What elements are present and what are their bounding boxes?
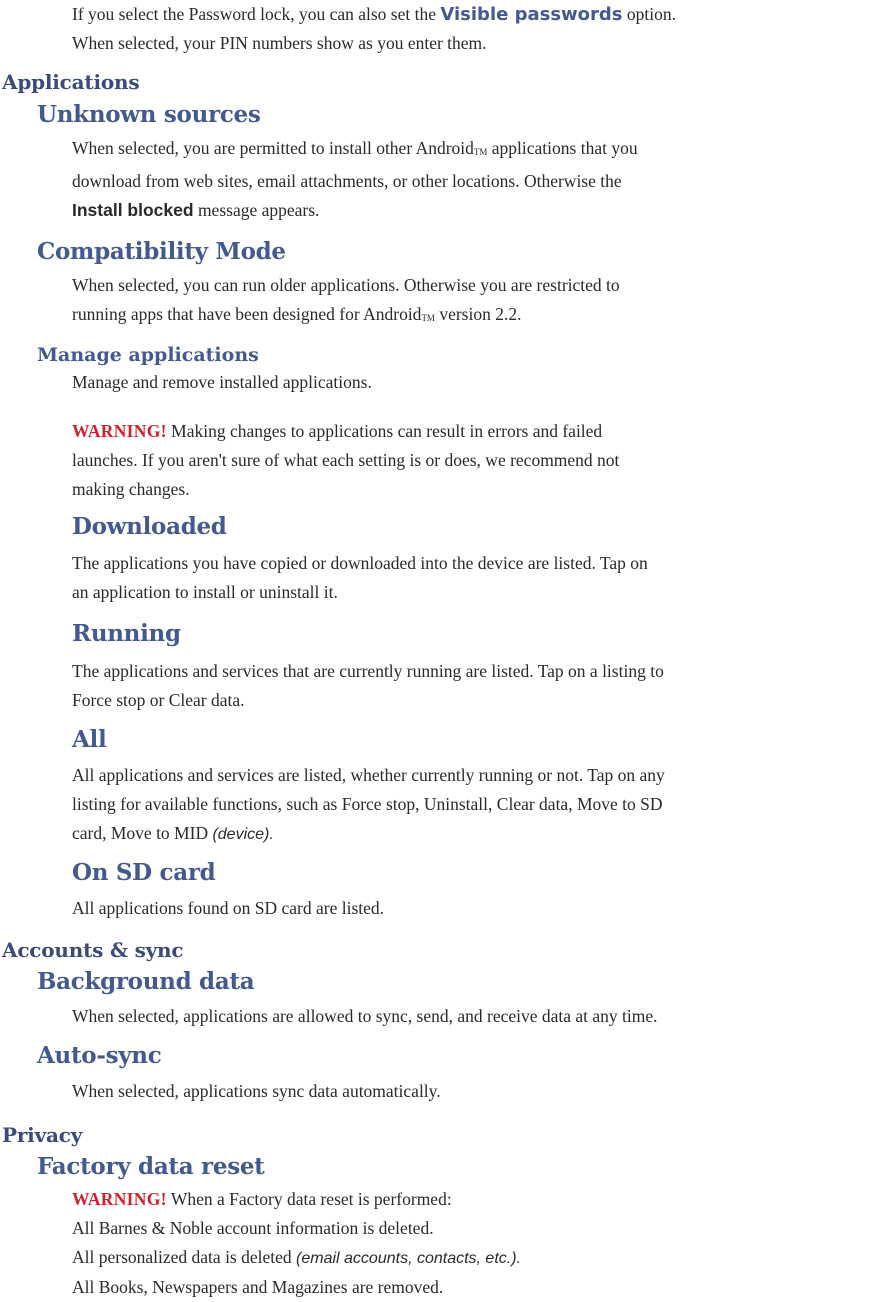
all-heading: All: [72, 726, 107, 753]
compatibility-mode-heading: Compatibility Mode: [37, 238, 286, 265]
downloaded-desc: The applications you have copied or downloaded into the device are listed. Tap on an application to install or uninstall it.: [72, 553, 648, 602]
warning-label: WARNING!: [72, 421, 167, 441]
compatibility-mode-desc: When selected, you can run older applications. Otherwise you are restricted to running apps that have been designed for AndroidTM version 2.2.: [72, 275, 620, 324]
on-sd-card-desc: All applications found on SD card are listed.: [72, 898, 385, 918]
privacy-section-title: Privacy: [2, 1123, 83, 1147]
auto-sync-desc: When selected, applications sync data automatically.: [72, 1081, 441, 1101]
on-sd-card-heading: On SD card: [72, 859, 216, 886]
background-data-heading: Background data: [37, 968, 255, 995]
background-data-desc: When selected, applications are allowed to sync, send, and receive data at any time.: [72, 1006, 658, 1026]
running-heading: Running: [72, 620, 181, 647]
unknown-sources-desc: When selected, you are permitted to install other AndroidTM applications that you download from web sites, email attachments, or other locations. Otherwise the Install blocked message appears.: [72, 138, 638, 220]
manage-applications-heading: Manage applications: [37, 344, 259, 366]
all-desc: All applications and services are listed, whether currently running or not. Tap on any listing for available functions, such as Force stop, Uninstall, Clear data, Move to SD card, Move to MID (device).: [72, 765, 665, 843]
factory-data-reset-desc: WARNING! When a Factory data reset is performed: All Barnes & Noble account information is deleted. All personalized data is deleted (email accounts, contacts, etc.). All Books, Newspapers and Magazines are removed.: [72, 1189, 521, 1297]
warning-label: WARNING!: [72, 1189, 167, 1209]
factory-data-reset-heading: Factory data reset: [37, 1153, 265, 1180]
manage-applications-desc: Manage and remove installed applications.: [72, 372, 372, 392]
intro-text: If you select the Password lock, you can also set the Visible passwords option. When selected, your PIN numbers show as you enter them.: [72, 4, 677, 53]
applications-section-title: Applications: [2, 70, 140, 94]
accounts-sync-section-title: Accounts & sync: [2, 938, 184, 962]
unknown-sources-heading: Unknown sources: [37, 101, 261, 128]
downloaded-heading: Downloaded: [72, 513, 227, 540]
auto-sync-heading: Auto-sync: [37, 1042, 162, 1069]
running-desc: The applications and services that are currently running are listed. Tap on a listing to Force stop or Clear data.: [72, 661, 664, 710]
manage-warning: WARNING! Making changes to applications can result in errors and failed launches. If you aren't sure of what each setting is or does, we recommend not making changes.: [72, 421, 620, 499]
visible-passwords-term: Visible passwords: [440, 4, 623, 25]
